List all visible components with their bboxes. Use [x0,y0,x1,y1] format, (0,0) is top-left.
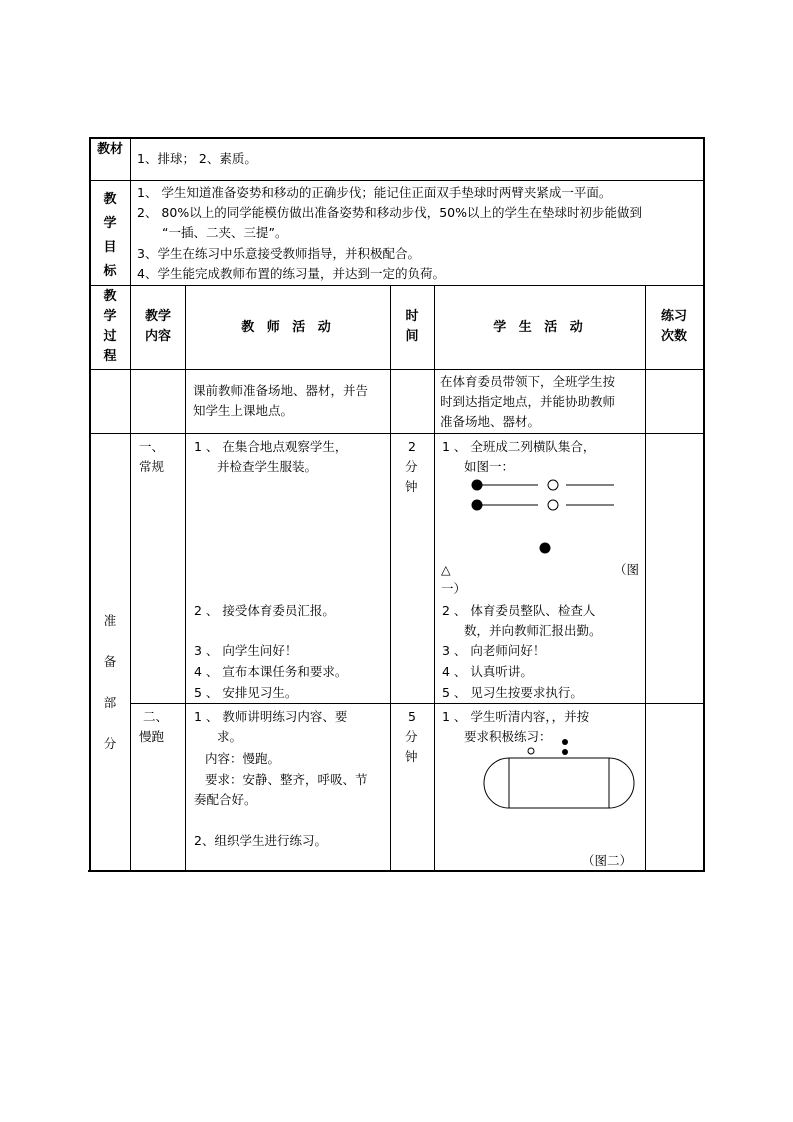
row1-content-line-2: 常规 [139,459,165,474]
preclass-teacher-line-1: 课前教师准备场地、器材，并告 [193,383,369,398]
row2-content-line-2: 慢跑 [139,729,165,744]
row1-student-d: 4 、 认真听讲。 [442,664,533,679]
row2-teacher-b: 内容：慢跑。 [205,751,281,766]
preclass-student-line-2: 时到达指定地点，并能协助教师 [440,394,616,409]
row1-time-unit-1: 分 [405,459,418,474]
row1-student-fig-caption-end: 一） [441,581,467,596]
row1-student-a1: 1 、 全班成二列横队集合， [442,439,596,454]
row1-teacher-b: 2 、 接受体育委员汇报。 [194,603,335,618]
row1-teacher-c: 3 、 向学生问好！ [194,643,298,658]
row1-teacher-a1: 1 、 在集合地点观察学生， [194,439,348,454]
preclass-student-line-1: 在体育委员带领下，全班学生按 [440,374,616,389]
col-header-time: 时间 [405,309,419,344]
row2-student-fig-caption: （图二） [582,853,633,868]
row2-time-unit-1: 分 [405,729,418,744]
row1-teacher-a2: 并检查学生服装。 [217,459,318,474]
row1-teacher-e: 5 、 安排见习生。 [194,685,298,700]
row2-teacher-a2: 求。 [217,729,243,744]
goals-header: 教学目标 [103,192,117,279]
goal-line-3: “一插、二夹、三提”。 [162,225,288,240]
row2-time-value: 5 [408,709,416,724]
col-header-reps: 练习次数 [660,309,687,344]
row1-content-line-1: 一、 [139,439,165,454]
track-outline [484,758,634,808]
row2-teacher-c1: 要求：安静、整齐，呼吸、节 [205,772,368,787]
material-content: 1、排球； 2、素质。 [137,151,257,166]
preclass-teacher-line-2: 知学生上课地点。 [193,403,294,418]
row1-student-b2: 数，并向教师汇报出勤。 [464,623,602,638]
row2-content-line-1: 二、 [143,709,169,724]
col-header-student: 学 生 活 动 [493,320,587,335]
material-header: 教材 [96,142,123,157]
row2-student-a1: 1 、 学生听清内容，，并按 [442,709,590,724]
col-header-content: 教学内容 [144,309,171,344]
row1-time-value: 2 [408,439,416,454]
row1-time-unit-2: 钟 [405,479,418,494]
runner-dot [562,739,568,745]
col-header-teacher: 教 师 活 动 [241,320,335,335]
goal-line-4: 3、学生在练习中乐意接受教师指导，并积极配合。 [137,246,420,261]
row1-student-b1: 2 、 体育委员整队、检查人 [442,603,596,618]
row2-teacher-c2: 奏配合好。 [194,792,257,807]
runner-circle [528,748,534,754]
preclass-student-line-3: 准备场地、器材。 [440,414,541,429]
row1-student-c: 3 、 向老师问好！ [442,643,546,658]
process-header: 教学过程 [103,289,117,364]
runner-dot [562,749,568,755]
goal-line-5: 4、学生能完成教师布置的练习量，并达到一定的负荷。 [137,266,445,281]
row1-student-a2: 如图一： [464,459,515,474]
row2-time-unit-2: 钟 [405,749,418,764]
row2-student-a2: 要求积极练习： [464,729,552,744]
row1-teacher-d: 4 、 宣布本课任务和要求。 [194,664,348,679]
row2-teacher-a1: 1 、 教师讲明练习内容、要 [194,709,348,724]
goal-line-1: 1、 学生知道准备姿势和移动的正确步伐；能记住正面双手垫球时两臂夹紧成一平面。 [137,185,612,200]
goal-line-2: 2、 80%以上的同学能模仿做出准备姿势和移动步伐，50%以上的学生在垫球时初步能做到 [137,205,642,220]
row2-teacher-d: 2、组织学生进行练习。 [194,833,327,848]
row1-student-fig-caption-start: （图 [614,562,640,577]
row1-student-fig-triangle: △ [441,562,451,577]
section-label-preparation: 准备部分 [103,613,117,751]
row1-student-e: 5 、 见习生按要求执行。 [442,685,583,700]
